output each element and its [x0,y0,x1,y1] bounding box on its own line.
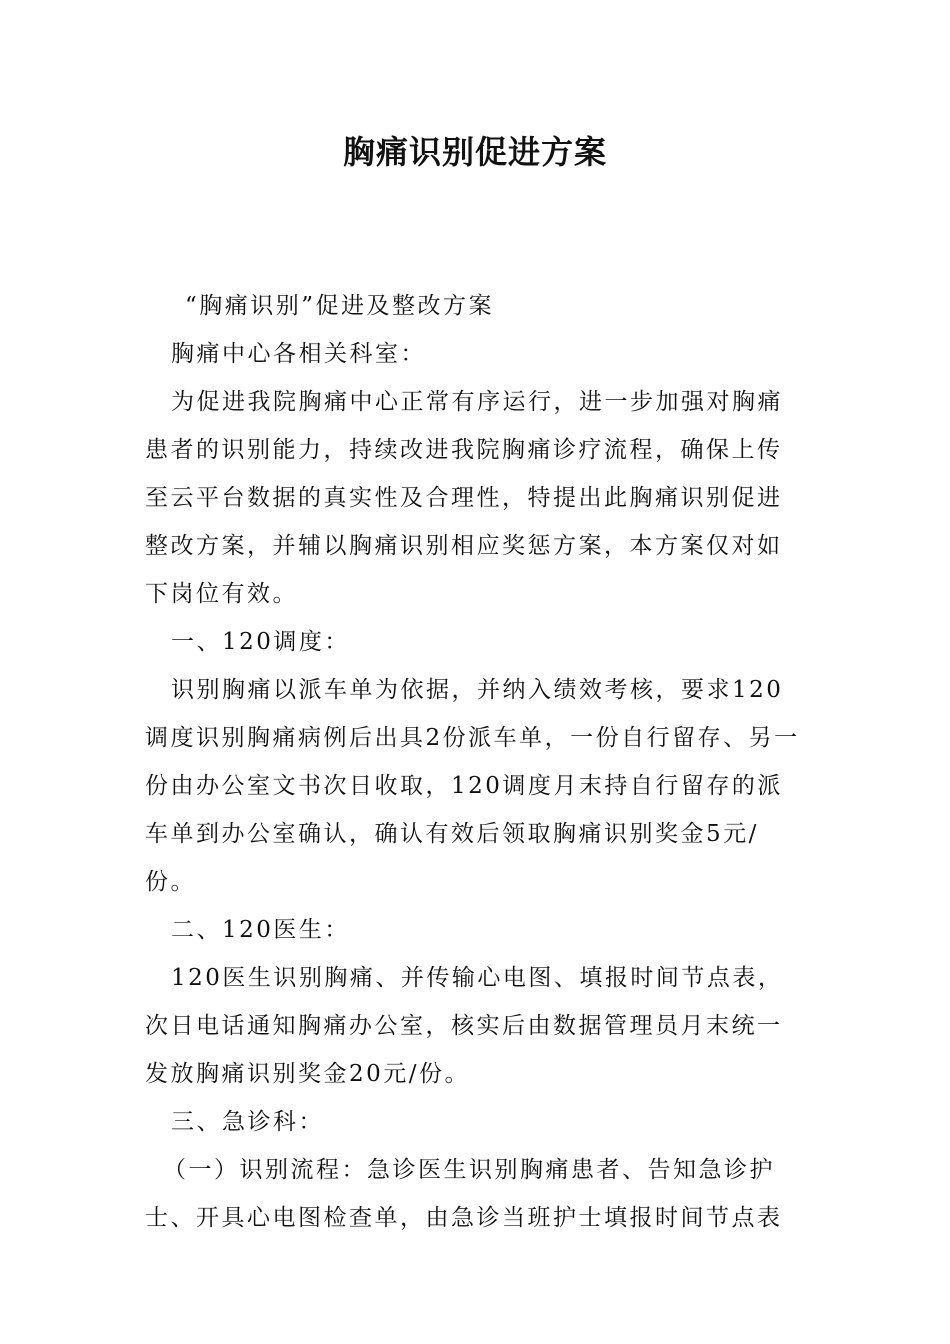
document-body [145,282,807,1242]
doctor-paragraph: 120医生识别胸痛、并传输心电图、填报时间节点表，次日电话通知胸痛办公室，核实后由数据管理员月末统一发放胸痛识别奖金20元/份。 [145,965,784,1087]
subtitle-paragraph: “胸痛识别”促进及整改方案 [185,293,495,319]
emergency-process-paragraph: （一）识别流程：急诊医生识别胸痛患者、告知急诊护士、开具心电图检查单，由急诊当班护士填报时间节点表 [145,1157,783,1231]
dispatch-paragraph: 识别胸痛以派车单为依据，并纳入绩效考核，要求120调度识别胸痛病例后出具2份派车单，一份自行留存、另一份由办公室文书次日收取，120调度月末持自行留存的派车单到办公室确认，确认有效后领取胸痛识别奖金5元/份。 [145,677,800,895]
section-heading-dispatch: 一、120调度： [171,629,350,655]
section-heading-emergency: 三、急诊科： [171,1109,324,1135]
section-heading-doctor: 二、120医生： [171,917,350,943]
intro-paragraph: 为促进我院胸痛中心正常有序运行，进一步加强对胸痛患者的识别能力，持续改进我院胸痛诊疗流程，确保上传至云平台数据的真实性及合理性，特提出此胸痛识别促进整改方案，并辅以胸痛识别相应奖惩方案，本方案仅对如下岗位有效。 [145,389,783,607]
salutation-paragraph: 胸痛中心各相关科室： [171,341,426,367]
document-title: 胸痛识别促进方案 [342,133,607,171]
